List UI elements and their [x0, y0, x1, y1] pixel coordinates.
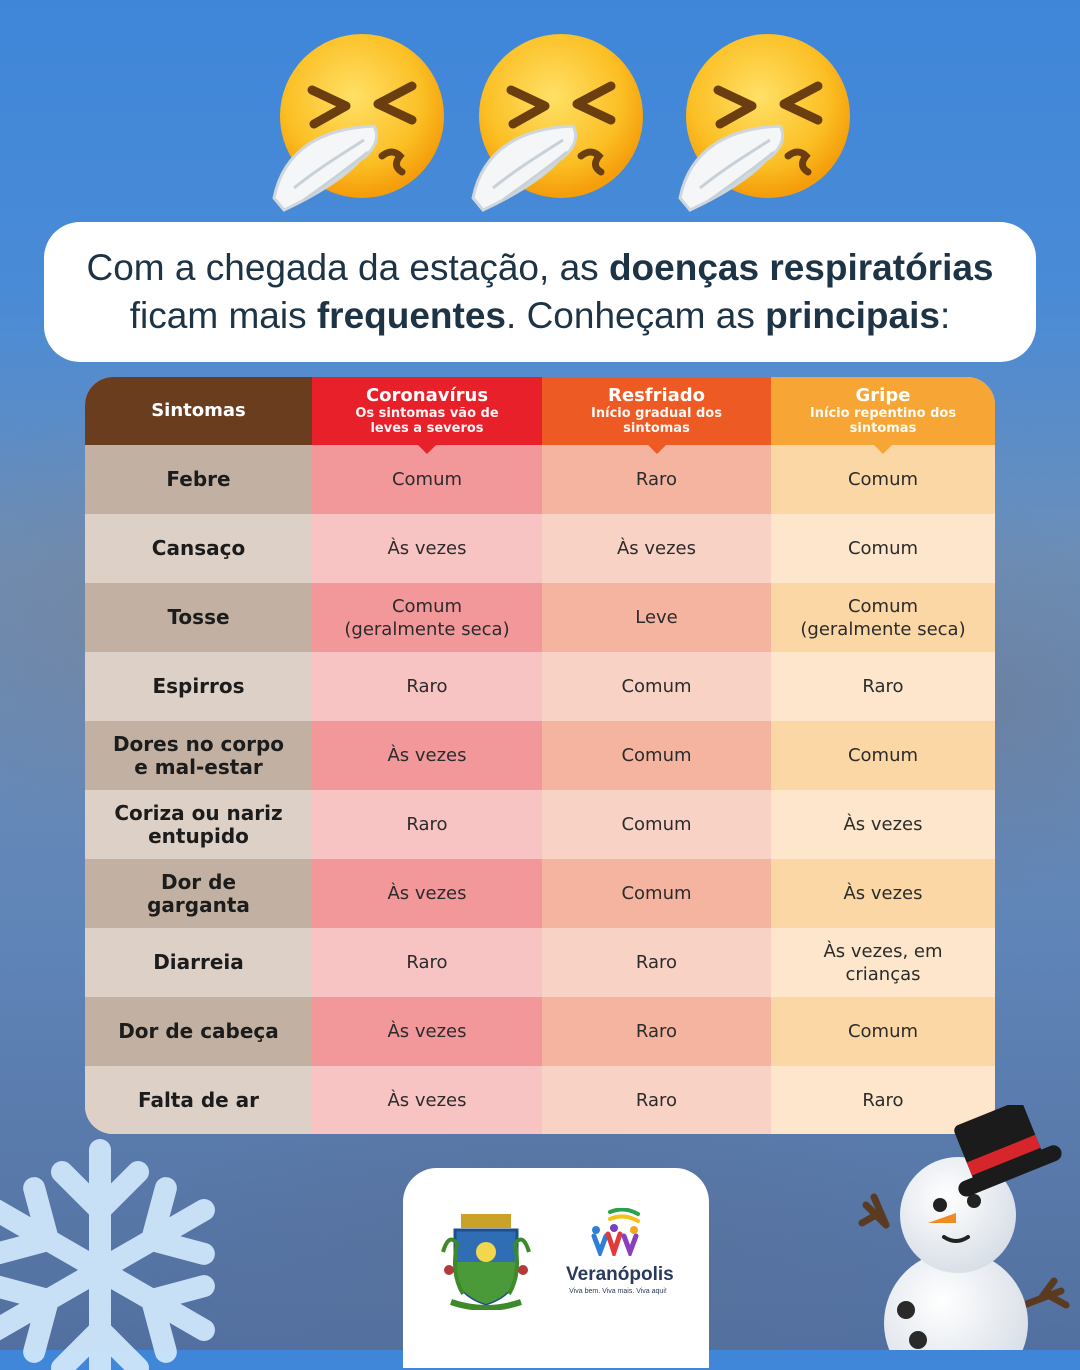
- symptom-label: Coriza ou nariz entupido: [85, 790, 312, 859]
- table-cell-covid: Às vezes: [312, 997, 542, 1066]
- table-cell-covid: Raro: [312, 790, 542, 859]
- intro-bold-text: principais: [765, 295, 940, 336]
- table-cell-cold: Raro: [542, 997, 771, 1066]
- table-cell-covid: Às vezes: [312, 1066, 542, 1134]
- intro-text: . Conheçam as: [506, 295, 766, 336]
- table-cell-flu: Comum: [771, 445, 995, 514]
- table-cell-cold: Raro: [542, 1066, 771, 1134]
- footer-logos: [403, 1168, 709, 1368]
- table-header-symptoms: [85, 377, 312, 445]
- header-title: Coronavírus: [365, 385, 489, 406]
- table-cell-cold: Comum: [542, 652, 771, 721]
- brand-name: Veranópolis: [566, 1264, 674, 1285]
- symptom-label: Espirros: [85, 652, 312, 721]
- snowman-icon: [856, 1105, 1080, 1350]
- intro-text: :: [939, 295, 951, 336]
- table-cell-cold: Leve: [542, 583, 771, 652]
- table-header-flu: [771, 377, 995, 445]
- emoji-row: [0, 28, 1080, 213]
- intro-bold-text: frequentes: [316, 295, 507, 336]
- table-cell-flu: Comum: [771, 721, 995, 790]
- sneezing-face-icon: [264, 28, 444, 213]
- symptom-label: Falta de ar: [85, 1066, 312, 1134]
- sneezing-face-icon: [670, 28, 850, 213]
- intro-bold-text: doenças respiratórias: [608, 247, 994, 288]
- table-cell-cold: Comum: [542, 721, 771, 790]
- table-header-coronavirus: [312, 377, 542, 445]
- table-cell-covid: Comum: [312, 445, 542, 514]
- table-cell-flu: Às vezes, em crianças: [771, 928, 995, 997]
- header-subtitle: Início gradual dos sintomas: [591, 406, 722, 436]
- table-cell-covid: Às vezes: [312, 514, 542, 583]
- header-title: Sintomas: [151, 400, 246, 421]
- header-title: Gripe: [855, 385, 911, 406]
- table-cell-cold: Comum: [542, 859, 771, 928]
- brand-tagline: Viva bem. Viva mais. Viva aqui!: [569, 1288, 667, 1295]
- intro-text: Com a chegada da estação, as: [86, 247, 609, 288]
- table-cell-flu: Comum: [771, 514, 995, 583]
- intro-line-1: [86, 244, 993, 292]
- table-cell-covid: Raro: [312, 652, 542, 721]
- table-cell-flu: Raro: [771, 1066, 995, 1134]
- table-cell-cold: Comum: [542, 790, 771, 859]
- table-cell-cold: Às vezes: [542, 514, 771, 583]
- table-cell-cold: Raro: [542, 928, 771, 997]
- header-subtitle: Início repentino dos sintomas: [809, 406, 957, 436]
- table-cell-cold: Raro: [542, 445, 771, 514]
- city-crest-icon: [441, 1212, 531, 1310]
- header-subtitle: Os sintomas vão de leves a severos: [355, 406, 499, 436]
- header-arrow: [648, 445, 666, 454]
- symptom-label: Diarreia: [85, 928, 312, 997]
- symptoms-table: [85, 377, 995, 1134]
- symptom-label: Dores no corpo e mal-estar: [85, 721, 312, 790]
- table-cell-covid: Às vezes: [312, 721, 542, 790]
- snowflake-icon: [0, 1130, 270, 1370]
- symptom-label: Febre: [85, 445, 312, 514]
- table-cell-flu: Às vezes: [771, 859, 995, 928]
- header-arrow: [874, 445, 892, 454]
- header-title: Resfriado: [607, 385, 706, 406]
- intro-text: ficam mais: [129, 295, 317, 336]
- table-cell-flu: Comum: [771, 997, 995, 1066]
- intro-bubble: [44, 222, 1036, 362]
- symptom-label: Cansaço: [85, 514, 312, 583]
- table-cell-flu: Às vezes: [771, 790, 995, 859]
- intro-line-2: [130, 292, 950, 340]
- symptom-label: Tosse: [85, 583, 312, 652]
- table-cell-covid: Comum (geralmente seca): [312, 583, 542, 652]
- table-cell-covid: Raro: [312, 928, 542, 997]
- veranopolis-logo-icon: [588, 1208, 648, 1256]
- sneezing-face-icon: [463, 28, 643, 213]
- header-arrow: [418, 445, 436, 454]
- table-header-cold: [542, 377, 771, 445]
- symptom-label: Dor de garganta: [85, 859, 312, 928]
- symptoms-grid: [85, 377, 995, 1134]
- symptom-label: Dor de cabeça: [85, 997, 312, 1066]
- table-cell-flu: Comum (geralmente seca): [771, 583, 995, 652]
- table-cell-flu: Raro: [771, 652, 995, 721]
- table-cell-covid: Às vezes: [312, 859, 542, 928]
